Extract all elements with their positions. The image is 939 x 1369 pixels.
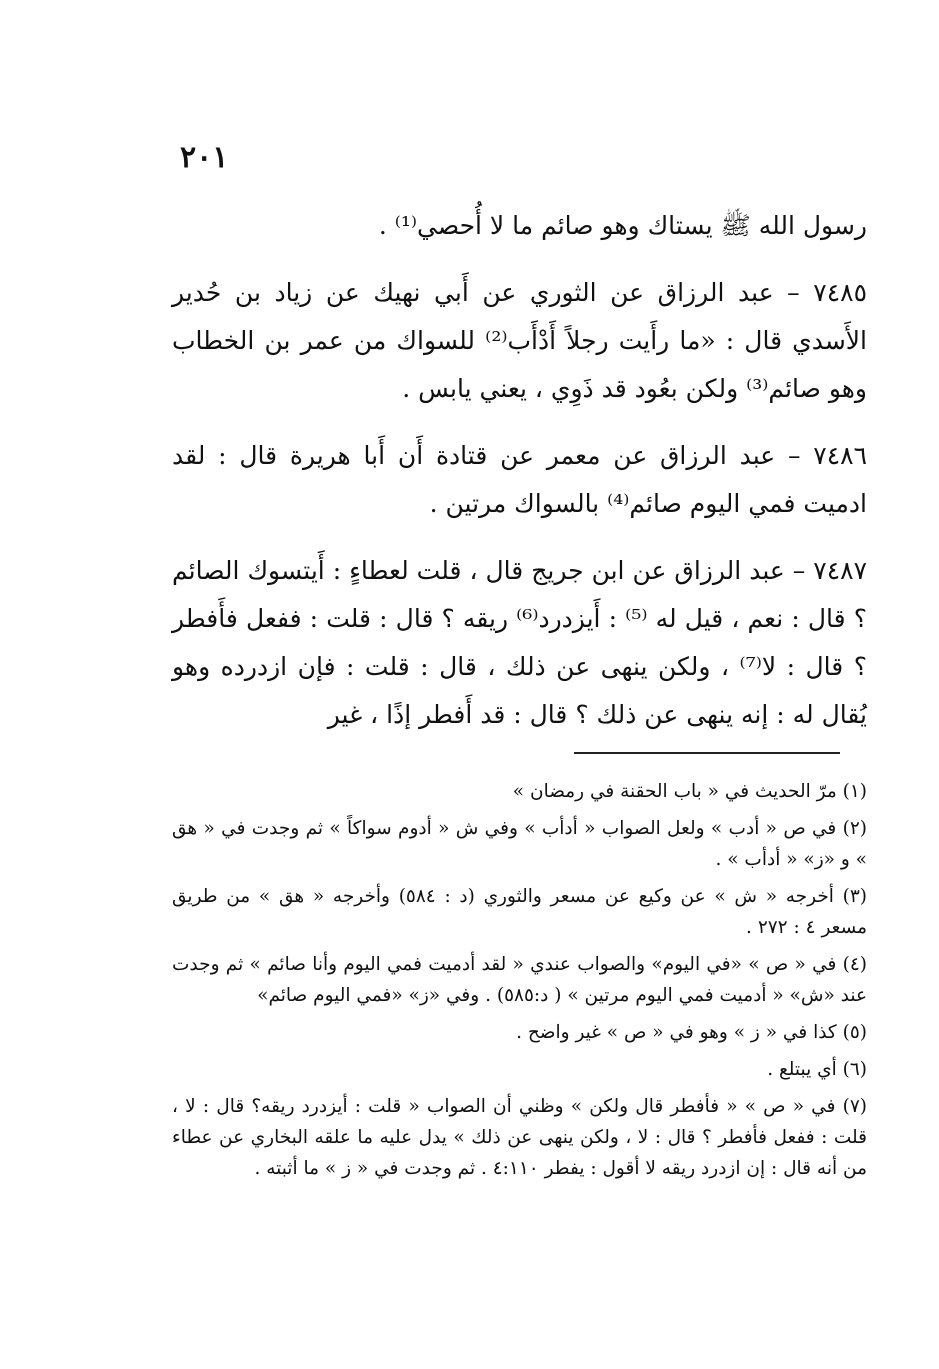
footnotes — [172, 776, 867, 1190]
footnote: (٣) أخرجه « ش » عن وكيع عن مسعر والثوري (د : ٥٨٤) وأخرجه « هق » من طريق مسعر ٤ : ٢٧٢ . — [172, 886, 867, 938]
footnote: (٦) أي يبتلع . — [767, 1059, 867, 1080]
hadith-number: ٧٤٨٧ — [813, 556, 867, 585]
hadith-paragraph — [172, 547, 867, 739]
page-number: ٢٠١ — [180, 140, 229, 175]
hadith-number: ٧٤٨٥ — [813, 278, 867, 307]
footnote: (٤) في « ص » «في اليوم» والصواب عندي « لقد أدميت فمي اليوم وأنا صائم » ثم وجدت عند «ش» « أدميت فمي اليوم مرتين » ( د:٥٨٥) . وفي «ز» «فمي اليوم صائم» — [172, 954, 867, 1006]
footnote: (٥) كذا في « ز » وهو في « ص » غير واضح . — [516, 1022, 867, 1043]
hadith-text: – عبد الرزاق عن الثوري عن أَبي نهيك عن زياد بن حُدير الأَسدي قال : «ما رأَيت رجلاً أَدْأَب⁽²⁾ للسواك من عمر بن الخطاب وهو صائم⁽³⁾ ولكن بعُود قد ذَوِي ، يعني يابس . — [172, 278, 867, 403]
intro-paragraph: رسول الله ﷺ يستاك وهو صائم ما لا أُحصي⁽¹⁾ . — [378, 211, 867, 240]
footnote: (٧) في « ص » « فأفطر قال ولكن » وظني أن الصواب « قلت : أيزدرد ريقه؟ قال : لا ، قلت : ففعل فأفطر ؟ قال : لا ، ولكن ينهى عن ذلك » يدل عليه ما علقه البخاري عن عطاء من أنه قال : إن ازدرد ريقه لا أقول : يفطر ٤:١١٠ . ثم وجدت في « ز » ما أثبته . — [172, 1096, 867, 1179]
main-text — [172, 202, 867, 758]
hadith-text: – عبد الرزاق عن ابن جريج قال ، قلت لعطاءٍ : أَيتسوك الصائم ؟ قال : نعم ، قيل له ⁽⁵⁾ : أَيزدرد⁽⁶⁾ ريقه ؟ قال : قلت : ففعل فأَفطر ؟ قال : لا⁽⁷⁾ ، ولكن ينهى عن ذلك ، قال : قلت : فإن ازدرده وهو يُقال له : إنه ينهى عن ذلك ؟ قال : قد أَفطر إذًا ، غير — [172, 556, 867, 729]
hadith-text: – عبد الرزاق عن معمر عن قتادة أَن أَبا هريرة قال : لقد ادميت فمي اليوم صائم⁽⁴⁾ بالسواك مرتين . — [172, 441, 867, 518]
hadith-paragraph — [172, 269, 867, 413]
footnote: (٢) في ص « أدب » ولعل الصواب « أدأب » وفي ش « أدوم سواكاً » ثم وجدت في « هق » و «ز» « أدأب » . — [172, 818, 867, 870]
footnote: (١) مرّ الحديث في « باب الحقنة في رمضان » — [512, 781, 867, 802]
footnote-divider — [574, 752, 840, 754]
hadith-number: ٧٤٨٦ — [813, 441, 867, 470]
hadith-paragraph — [172, 432, 867, 528]
